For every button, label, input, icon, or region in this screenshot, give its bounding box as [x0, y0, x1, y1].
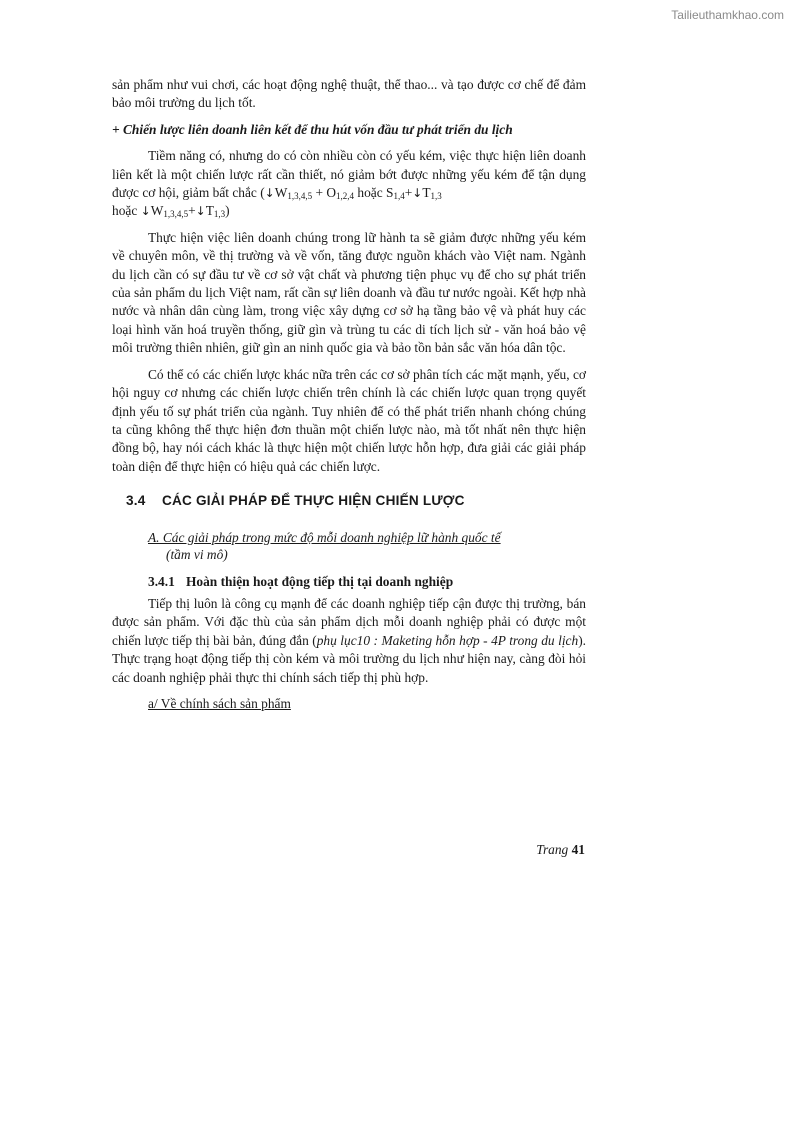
down-arrow-icon: ↓	[140, 204, 151, 219]
paragraph-other-strategies: Có thể có các chiến lược khác nữa trên các cơ sở phân tích các mặt mạnh, yếu, cơ hội nguy cơ nhưng các chiến lược chiến trên chính là các chiến lược quan trọng quyết định yếu tố sự phát triển của ngành. Tuy nhiên để có thể phát triển nhanh chóng chúng ta cũng không thể thực hiện đơn thuần một chiến lược nào, mà tốt nhất nên thực hiện đồng bộ, hay nói cách khác là thực hiện một chiến lược hỗn hợp, đưa giải các giải pháp toàn diện để thực hiện có hiệu quả các chiến lược.	[112, 366, 586, 474]
appendix-reference: phụ lục10 : Maketing hỗn hợp - 4P trong du lịch	[316, 632, 579, 648]
formula-s: hoặc S	[354, 185, 394, 201]
subsection-a-heading	[148, 529, 586, 563]
subsection-a-title: A. Các giải pháp trong mức độ mỗi doanh nghiệp lữ hành quốc tế	[148, 529, 501, 545]
page-number-value: 41	[571, 842, 585, 857]
section-heading	[126, 492, 586, 510]
page-label: Trang	[536, 842, 572, 857]
down-arrow-icon: ↓	[412, 186, 423, 201]
paragraph-joint-venture	[112, 147, 586, 221]
formula-sub: 1,2,4	[336, 191, 355, 202]
formula-t: T	[205, 203, 214, 219]
down-arrow-icon: ↓	[264, 186, 275, 201]
formula-sub: 1,3	[213, 209, 226, 220]
page-number	[536, 842, 585, 858]
strategy-heading: + Chiến lược liên doanh liên kết để thu hút vốn đầu tư phát triển du lịch	[112, 121, 513, 137]
down-arrow-icon: ↓	[195, 204, 206, 219]
formula-t: T	[422, 185, 431, 201]
paragraph-text: Tiềm năng có, nhưng do có còn nhiều còn có yếu kém, việc thực hiện liên doanh liên kết là một chiến lược rất cần thiết, nó giảm bớt được những yếu kém để tận dụng được cơ hội, giảm bất chắc (	[112, 148, 586, 201]
subsection-title: Hoàn thiện hoạt động tiếp thị tại doanh nghiệp	[186, 573, 454, 589]
formula-w: W	[150, 203, 164, 219]
subsection-number: 3.4.1	[148, 573, 175, 589]
page-content	[112, 76, 586, 713]
formula-sub: 1,3,4,5	[287, 191, 313, 202]
section-title: CÁC GIẢI PHÁP ĐỂ THỰC HIỆN CHIẾN LƯỢC	[162, 493, 465, 509]
paragraph-intro: sản phẩm như vui chơi, các hoạt động nghệ thuật, thể thao... và tạo được cơ chế để đảm bảo môi trường du lịch tốt.	[112, 77, 586, 111]
paragraph-marketing	[112, 595, 586, 687]
paragraph-benefits: Thực hiện việc liên doanh chúng trong lữ hành ta sẽ giảm được những yếu kém về chuyên môn, về thị trường và về vốn, tăng được nguồn khách vào Việt nam. Ngành du lịch cần có sự đầu tư về cơ sở vật chất và phương tiện phục vụ để cho sự phát triển của sản phẩm du lịch Việt nam, rất cần sự liên doanh và đầu tư nước ngoài. Kết hợp nhà nước và nhân dân cùng làm, trong việc xây dựng cơ sở hạ tầng bảo vệ và phát huy các loại hình văn hoá truyền thống, giữ gìn và trùng tu các di tích lịch sử - văn hoá bảo vệ môi trường thiên nhiên, giữ gìn an ninh quốc gia và bảo tồn bản sắc văn hóa dân tộc.	[112, 229, 586, 356]
formula-or: hoặc	[112, 203, 141, 219]
formula-sub: 1,3	[430, 191, 442, 202]
paragraph-text: ). Thực trạng hoạt động tiếp thị còn kém và môi trường du lịch như hiện nay, càng đòi hỏi các doanh nghiệp phải thực thi chính sách tiếp thị phù hợp.	[112, 632, 586, 685]
section-number: 3.4	[126, 493, 146, 509]
formula-o: + O	[312, 185, 337, 201]
formula-w: W	[274, 185, 288, 201]
formula-sub: 1,3,4,5	[163, 209, 189, 220]
formula-plus: +	[188, 203, 196, 219]
watermark: Tailieuthamkhao.com	[671, 8, 784, 22]
subsection-a-scope: (tầm vi mô)	[166, 546, 228, 562]
policy-heading: a/ Về chính sách sản phẩm	[148, 695, 291, 711]
formula-plus: +	[404, 185, 413, 201]
paragraph-text: Tiếp thị luôn là công cụ mạnh để các doanh nghiệp tiếp cận được thị trường, bán được sản phẩm. Với đặc thù của sản phẩm dịch mỗi doanh nghiệp phải có được một chiến lược tiếp thị bài bản, đúng đắn (	[112, 595, 586, 648]
formula-sub: 1,4	[393, 191, 405, 202]
formula-close: )	[225, 203, 230, 219]
subsection-heading	[148, 573, 586, 591]
